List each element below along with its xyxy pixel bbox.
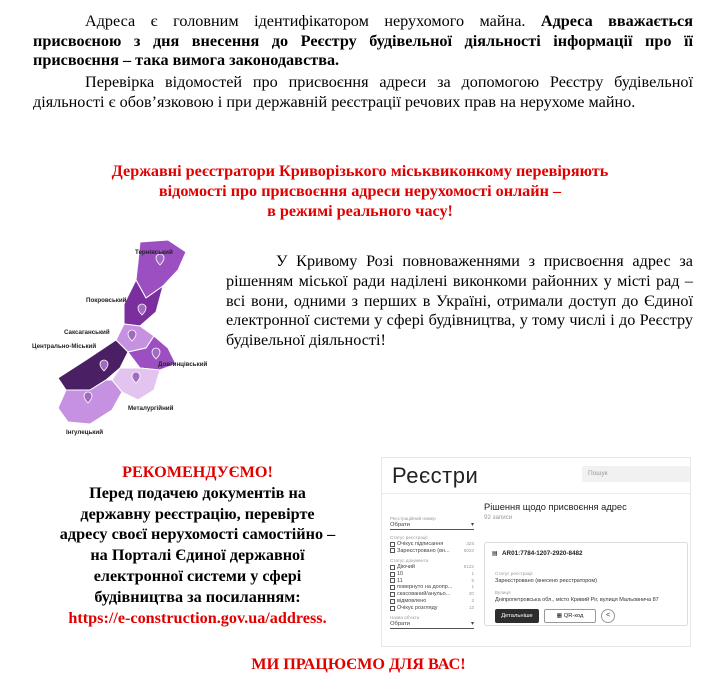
recommendation-line: електронної системи у сфері <box>93 566 302 585</box>
footer-slogan: МИ ПРАЦЮЄМО ДЛЯ ВАС! <box>251 655 466 673</box>
checkbox-icon[interactable] <box>390 606 395 611</box>
recommendation-line: Перед подачею документів на <box>89 483 306 502</box>
map-label-metalurhiinyi: Металургійний <box>128 405 174 412</box>
card-street-label: Вулиця <box>495 590 511 595</box>
recommendation-block <box>30 462 365 628</box>
map-label-tsentralno-miskyi: Центрально-Міський <box>32 343 97 350</box>
authority-paragraph: У Кривому Розі повноваженнями з присвоєння адрес за рішенням міської ради наділені виконкоми районних у місті рад – всі вони, одними з перших в Україні, отримали доступ до Єдиної електронної системи у сфері будівництва, у тому числі і до Реєстру будівельної діяльності! <box>226 252 693 350</box>
recommendation-line: державну реєстрацію, перевірте <box>80 504 315 523</box>
recommendation-line: на Порталі Єдиної державної <box>90 546 305 565</box>
portal-filter-sidebar <box>390 516 474 634</box>
recommendation-line: адресу своєї нерухомості самостійно – <box>59 525 336 544</box>
qr-icon: ▦ <box>556 613 564 619</box>
status-checkbox[interactable]: Зареєстровано (вн... 5023 <box>390 548 474 554</box>
highlight-heading <box>40 161 680 221</box>
checkbox-icon[interactable] <box>390 578 395 583</box>
portal-main <box>484 502 688 521</box>
qr-code-button[interactable]: ▦ QR-код <box>544 609 596 623</box>
recommendation-line: будівництва за посиланням: <box>94 587 301 606</box>
portal-screenshot <box>381 457 691 647</box>
details-button[interactable]: Детальніше <box>495 609 539 623</box>
doc-status-checkbox[interactable]: Діючий 5122 <box>390 564 474 570</box>
map-label-dovhyntsivskyi: Довгинцівський <box>158 361 208 368</box>
card-status-label: Статус реєстрації <box>495 571 533 576</box>
checkbox-icon[interactable] <box>390 565 395 570</box>
intro-paragraph-2: Перевірка відомостей про присвоєння адреси за допомогою Реєстру будівельної діяльності є обов’язковою і при державній реєстрації речових прав на нерухоме майно. <box>33 73 693 111</box>
checkbox-icon[interactable] <box>390 572 395 577</box>
portal-main-title: Рішення щодо присвоєння адрес <box>484 502 627 512</box>
map-label-saksahanskyi: Саксаганський <box>64 329 110 336</box>
doc-status-label: Статус документа <box>390 558 429 564</box>
status-filter-label: Статус реєстрації <box>390 535 428 540</box>
checkbox-icon[interactable] <box>390 542 395 547</box>
card-status-value: Зареєстровано (внесено реєстратором) <box>495 578 597 584</box>
filter-select[interactable]: Обрати ▾ <box>390 522 474 530</box>
checkbox-icon[interactable] <box>390 599 395 604</box>
filter-label: Реєстраційний номер <box>390 516 436 521</box>
map-label-inhuletskyi: Інгулецький <box>66 429 103 436</box>
object-label: Назва об'єкта <box>390 615 420 621</box>
doc-status-checkbox[interactable]: 11 5 <box>390 578 474 584</box>
object-select[interactable]: Обрати ▾ <box>390 621 474 629</box>
doc-status-checkbox[interactable]: Очікує розгляду 13 <box>390 605 474 611</box>
doc-status-checkbox[interactable]: повернуто на доопр... 1 <box>390 584 474 590</box>
highlight-line-3: в режимі реального часу! <box>267 202 453 220</box>
doc-status-checkbox[interactable]: відмовлено 2 <box>390 598 474 604</box>
status-filter-group <box>390 535 474 554</box>
portal-search-input[interactable]: Пошук <box>582 466 690 482</box>
share-icon[interactable]: < <box>601 609 615 623</box>
portal-link[interactable]: https://e-construction.gov.ua/address. <box>68 608 327 627</box>
intro-bold-text: Адреса вважається присвоєною з дня внесення до Реєстру будівельної діяльності інформації про її присвоєння – така вимога законодавства. <box>33 12 694 69</box>
card-street-value: Дніпропетровська обл., місто Кривий Ріг, вулиця Мальовнича 87 <box>495 597 659 603</box>
map-label-pokrovskyi: Покровський <box>86 297 127 304</box>
map-label-ternivskyi: Тернівський <box>135 249 173 256</box>
intro-normal-text: Адреса є головним ідентифікатором нерухомого майна. <box>85 12 541 30</box>
portal-record-count: 92 записи <box>484 514 513 521</box>
kryvyi-rih-district-map <box>28 240 218 445</box>
record-id: AR01:7784-1207-2920-8482 <box>502 550 583 557</box>
intro-paragraph-1 <box>33 12 693 71</box>
recommendation-title: РЕКОМЕНДУЄМО! <box>122 463 273 481</box>
checkbox-icon[interactable] <box>390 548 395 553</box>
status-checkbox[interactable]: Очікує підписання 325 <box>390 541 474 547</box>
doc-status-filter-group <box>390 558 474 611</box>
document-icon: ▤ <box>492 551 498 557</box>
portal-header-divider <box>382 493 690 494</box>
doc-status-checkbox[interactable]: 10 1 <box>390 571 474 577</box>
doc-status-checkbox[interactable]: скасований/анульо... 20 <box>390 591 474 597</box>
checkbox-icon[interactable] <box>390 585 395 590</box>
portal-brand: Реєстри <box>392 463 479 488</box>
checkbox-icon[interactable] <box>390 592 395 597</box>
highlight-line-1: Державні реєстратори Криворізького міськвиконкому перевіряють <box>111 162 609 180</box>
highlight-line-2: відомості про присвоєння адреси нерухомості онлайн – <box>158 182 562 200</box>
address-record-card <box>484 542 688 626</box>
